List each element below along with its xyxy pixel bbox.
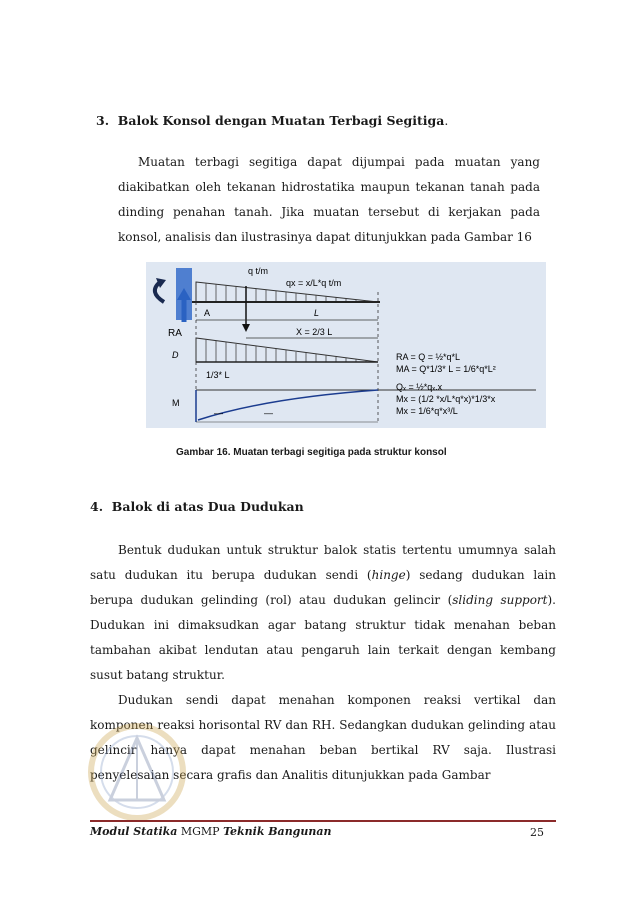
label-ra: RA [168, 328, 182, 339]
figure-caption: Gambar 16. Muatan terbagi segitiga pada struktur konsol [176, 447, 447, 458]
paragraph-1-text: Muatan terbagi segitiga dapat dijumpai pada muatan yang diakibatkan oleh tekanan hidrostatika maupun tekanan tanah pada dinding penahan tanah. Jika muatan tersebut di kerjakan pada konsol, analisis dan ilustrasinya dapat ditunjukkan pada Gambar 16 [118, 155, 540, 244]
label-qx: qx = x/L*q t/m [286, 278, 342, 288]
section-4-title: Balok di atas Dua Dudukan [111, 499, 304, 514]
paragraph-2-text-c: ). Dudukan ini dimaksudkan agar batang struktur tidak menahan beban tambahan akibat lendutan atau pengaruh lain terkait dengan kembang susut batang struktur. [90, 593, 556, 682]
section-3-title-tail: . [444, 113, 449, 128]
footer-subject: Teknik Bangunan [223, 825, 332, 838]
equation-mx-2: Mx = 1/6*q*x³/L [396, 406, 458, 416]
section-4-number: 4. [90, 499, 104, 514]
section-3-heading [96, 113, 448, 128]
section-4-heading [90, 499, 304, 514]
equation-qx: Qₓ = ½*qₓ.x [396, 382, 443, 392]
shear-diagram [196, 338, 378, 362]
equation-ma: MA = Q*1/3* L = 1/6*q*L² [396, 364, 496, 374]
term-sliding-support: sliding support [452, 593, 548, 607]
section-3-number: 3. [96, 113, 110, 128]
footer-module-name: Modul Statika [90, 825, 178, 838]
label-x: X = 2/3 L [296, 327, 333, 337]
section-3-title: Balok Konsol dengan Muatan Terbagi Segitiga [117, 113, 445, 128]
term-hinge: hinge [371, 568, 406, 582]
paragraph-3: Dudukan sendi dapat menahan komponen reaksi vertikal dan komponen reaksi horisontal RV dan RH. Sedangkan dudukan gelinding atau gelincir hanya dapat menahan beban bertikal RV saja. Ilustrasi penyelesaian secara grafis dan Analitis ditunjukkan pada Gambar [90, 693, 556, 782]
paragraph-1 [118, 150, 540, 250]
label-m: M [172, 398, 180, 408]
label-minus-2: — [264, 408, 273, 418]
page-number: 25 [530, 826, 544, 839]
paragraph-2-text-a: Bentuk dudukan untuk struktur balok statis tertentu umumnya salah satu dudukan itu berupa dudukan sendi ( [90, 543, 556, 582]
cantilever-diagram [146, 262, 546, 428]
figure-16 [146, 262, 546, 428]
label-a: A [204, 308, 211, 318]
moment-curve [198, 390, 378, 420]
label-load: q t/m [248, 266, 269, 276]
resultant-arrowhead-icon [242, 324, 250, 332]
label-third: 1/3* L [206, 370, 230, 380]
watermark-logo [82, 720, 192, 824]
paragraph-2-first [90, 538, 556, 688]
equation-ra: RA = Q = ½*q*L [396, 352, 461, 362]
paragraph-2-text-b: ) sedang dudukan lain berupa dudukan gelinding (rol) atau dudukan gelincir ( [90, 568, 556, 607]
footer-rule [90, 820, 556, 822]
label-d: D [172, 350, 179, 360]
footer-module [90, 825, 332, 838]
label-minus-1: — [214, 408, 223, 418]
watermark-emblem-icon [82, 720, 192, 824]
footer-mgmp: MGMP [177, 825, 224, 838]
equation-mx-1: Mx = (1/2 *x/L*q*x)*1/3*x [396, 394, 496, 404]
label-l: L [314, 308, 320, 318]
